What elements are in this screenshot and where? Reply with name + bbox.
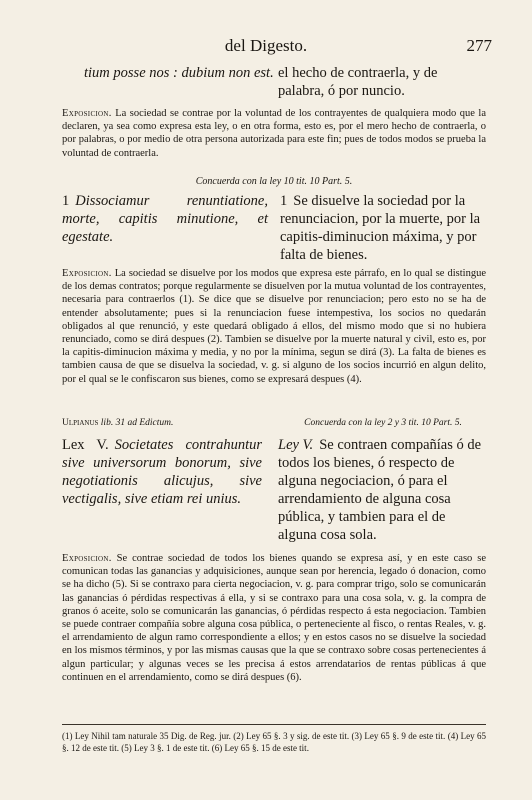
exposition-paragraph: [62, 267, 486, 386]
exposition-label: Exposicion.: [62, 268, 112, 279]
paragraph-number: 1: [62, 193, 70, 209]
footnote-divider: [62, 724, 486, 725]
concordance-note: Concuerda con la ley 2 y 3 tit. 10 Part. 5.: [304, 418, 462, 428]
spanish-column: el hecho de contraerla, y de palabra, ó por nuncio.: [278, 65, 438, 99]
running-header: del Digesto.: [224, 36, 308, 55]
jurist-reference: [62, 418, 268, 428]
exposition-paragraph: [62, 107, 486, 160]
latin-law-5-text: Societates contrahuntur sive universorum bonorum, sive negotiationis alicujus, sive vectigalis, sive etiam rei unius.: [62, 437, 262, 507]
spanish-law-5-text: Se contraen compañías ó de todos los bienes, ó respecto de alguna negociacion, ó para el arrendamiento de alguna cosa pública, y tambien para el de alguna cosa sola.: [278, 437, 482, 543]
jurist-name: Ulpianus: [62, 418, 99, 428]
spanish-law-5: [278, 436, 486, 544]
exposition-paragraph: [62, 552, 486, 684]
spanish-law-1: [280, 192, 486, 264]
spanish-law-1-text: Se disuelve la sociedad por la renunciacion, por la muerte, por la capitis-diminucion máxima, y por falta de bienes.: [280, 193, 481, 263]
latin-column: tium posse nos : dubium non est.: [84, 65, 274, 81]
section-subheaders: [62, 418, 486, 428]
law-5-parallel-text: [62, 436, 486, 544]
exposition-label: Exposicion.: [62, 108, 112, 119]
latin-law-5: [62, 436, 262, 544]
exposition-label: Exposicion.: [62, 553, 112, 564]
law-heading: Ley V.: [278, 437, 314, 453]
latin-law-1: [62, 192, 268, 264]
latin-law-1-text: Dissociamur renuntiatione, morte, capitis minutione, et egestate.: [62, 193, 268, 245]
page-number: 277: [466, 36, 492, 55]
exposition-text: La sociedad se disuelve por los modos que expresa este párrafo, en lo qual se distingue de los demas contratos; porque regularmente se disuelven por la mutua voluntad de los contrayentes, necesaria para contraerlos (1). Se dice que se disuelve por renunciacion; pero esto no se ha de entender absolutamente; pues si la renunciacion fuese intempestiva, los socios no quedarán obligados al que renunció, y este quedará obligado á ellos, del mismo modo que si no hubiera renunciado, como se dirá despues (2). Tambien se disuelve por la muerte natural y civil, esto es, por la capitis-diminucion máxima y media, y no por la mínima, segun se dirá (3). La falta de bienes es tambien causa de que se disuelva la sociedad, v. g. si alguno de los socios incurrió en algun delito, por el qual se le confiscaron sus bienes, como se expresará despues (4).: [62, 268, 487, 385]
paragraph-number: 1: [280, 193, 288, 209]
top-parallel-text: [84, 64, 484, 100]
jurist-source: lib. 31 ad Edictum.: [100, 418, 174, 428]
concordance-note: Concuerda con la ley 10 tit. 10 Part. 5.: [195, 176, 353, 187]
exposition-text: La sociedad se contrae por la voluntad de los contrayentes de qualquiera modo que la declaren, ya sea como expresa esta ley, o en otra forma, esto es, por el mero hecho de contraerla, o por palabras, o por medio de otra persona autorizada para este fin; pues de todos modos se prueba la voluntad de contraerla.: [62, 108, 486, 159]
exposition-text: Se contrae sociedad de todos los bienes quando se expresa así, y en este caso se comunican todas las ganancias y adquisiciones, aunque sean por herencia, legado ó donacion, como se ha dicho (5). Si se contraxo para cierta negociacion, v. g. para comprar trigo, solo se comunicarán las ganancias ó pérdidas respectivas á ella, y si se contraxo para una cosa sola, v. g. la compra de granos ó aceite, solo se comunicarán las ganancias, ó pérdidas respecto á esta negociacion. Tambien se puede contraer compañía sobre alguna cosa pública, o perteneciente al fisco, o rentas Reales, v. g. el arrendamiento de algun ramo correspondiente a ellos; y en estos casos no se disuelve la sociedad en los mismos términos, y por las mismas causas que la que se contraxo sobre cosas pertenecientes á algun particular; y algunas veces se les precisa á estos arrendatarios de rentas públicas á que continuen en el arrendamiento, como se dirá despues (6).: [62, 553, 487, 683]
footnotes: (1) Ley Nihil tam naturale 35 Dig. de Reg. jur. (2) Ley 65 §. 3 y sig. de este tit. (3) Ley 65 §. 9 de este tit. (4) Ley 65 §. 12 de este tit. (5) Ley 3 §. 1 de este tit. (6) Ley 65 §. 15 de este tit.: [62, 731, 486, 753]
law-1-parallel-text: [62, 192, 486, 264]
law-heading: Lex V.: [62, 437, 109, 453]
